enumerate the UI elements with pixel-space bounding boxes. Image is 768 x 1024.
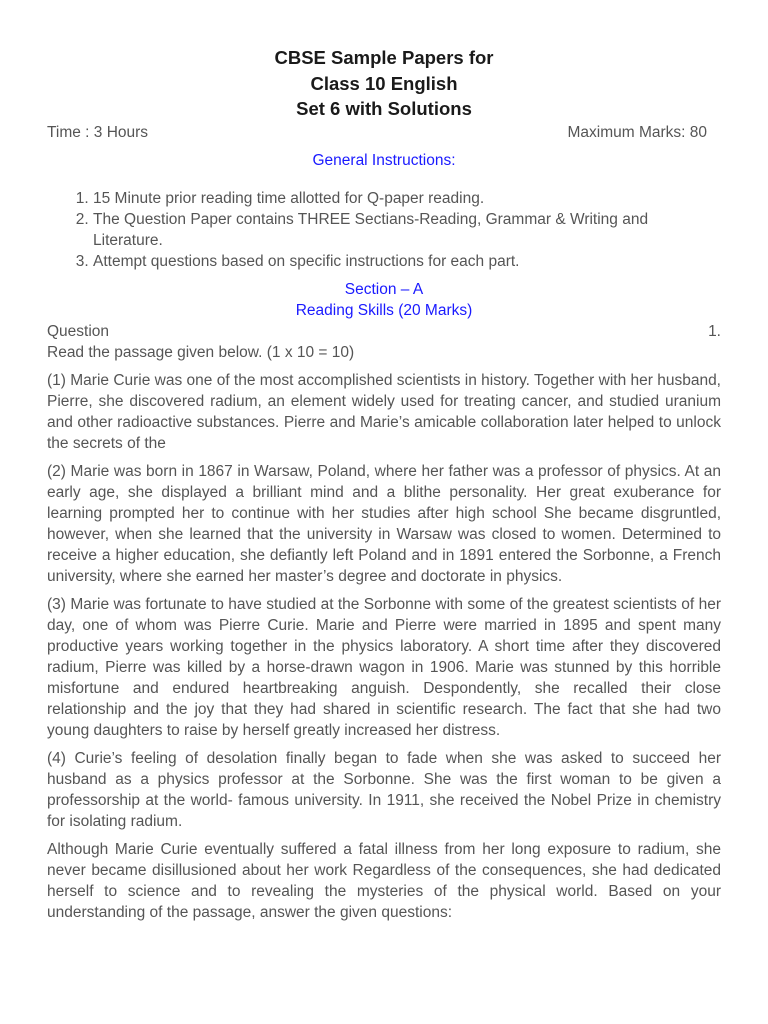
instruction-item: 2. The Question Paper contains THREE Sectians-Reading, Grammar & Writing and Literature. [93,209,721,251]
instructions-list [47,188,721,272]
passage-paragraph-1: (1) Marie Curie was one of the most accomplished scientists in history. Together with her husband, Pierre, she discovered radium, an element widely used for treating cancer, and studied uranium and other radioactive substances. Pierre and Marie’s amicable collaboration later helped to unlock the secrets of the [47,371,721,452]
passage-paragraph-2: (2) Marie was born in 1867 in Warsaw, Poland, where her father was a professor of physics. At an early age, she displayed a brilliant mind and a blithe personality. Her great exuberance for learning prompted her to continue with her studies after high school She became disgruntled, however, when she learned that the university in Warsaw was closed to women. Determined to receive a higher education, she defiantly left Poland and in 1891 entered the Sorbonne, a French university, where she earned her master’s degree and doctorate in physics. [47,462,721,585]
title-line-2: Class 10 English [310,72,458,94]
question-prompt: Read the passage given below. (1 x 10 = 10) [47,343,355,361]
general-instructions-heading: General Instructions: [312,151,456,169]
instruction-item: 1. 15 Minute prior reading time allotted for Q-paper reading. [93,188,721,209]
page-title [47,45,721,122]
time-marks-row [47,122,721,143]
instruction-item: 3. Attempt questions based on specific instructions for each part. [93,251,721,272]
section-subheading: Reading Skills (20 Marks) [295,301,473,319]
title-line-1: CBSE Sample Papers for [274,47,494,68]
time-allowed: Time : 3 Hours [47,123,149,141]
question-label: Question [47,322,110,340]
title-line-3: Set 6 with Solutions [296,98,472,119]
question-row [47,321,721,342]
question-number: 1. [708,322,721,340]
passage-paragraph-4: (4) Curie’s feeling of desolation finally began to fade when she was asked to succeed her husband as a physics professor at the Sorbonne. She was the first woman to be given a professorship at the world- famous university. In 1911, she received the Nobel Prize in chemistry for isolating radium. [47,749,721,830]
passage-paragraph-5: Although Marie Curie eventually suffered a fatal illness from her long exposure to radium, she never became disillusioned about her work Regardless of the consequences, she had dedicated herself to science and to revealing the mysteries of the physical world. Based on your understanding of the passage, answer the given questions: [47,840,721,921]
section-heading: Section – A [344,280,424,298]
passage-paragraph-3: (3) Marie was fortunate to have studied at the Sorbonne with some of the greatest scientists of her day, one of whom was Pierre Curie. Marie and Pierre were married in 1895 and spent many productive years working together in the physics laboratory. A short time after they discovered radium, Pierre was killed by a horse-drawn wagon in 1906. Marie was stunned by this horrible misfortune and endured heartbreaking anguish. Despondently, she recalled their close relationship and the joy that they had shared in scientific research. The fact that she had two young daughters to raise by herself greatly increased her distress. [47,595,721,739]
maximum-marks: Maximum Marks: 80 [567,123,707,141]
